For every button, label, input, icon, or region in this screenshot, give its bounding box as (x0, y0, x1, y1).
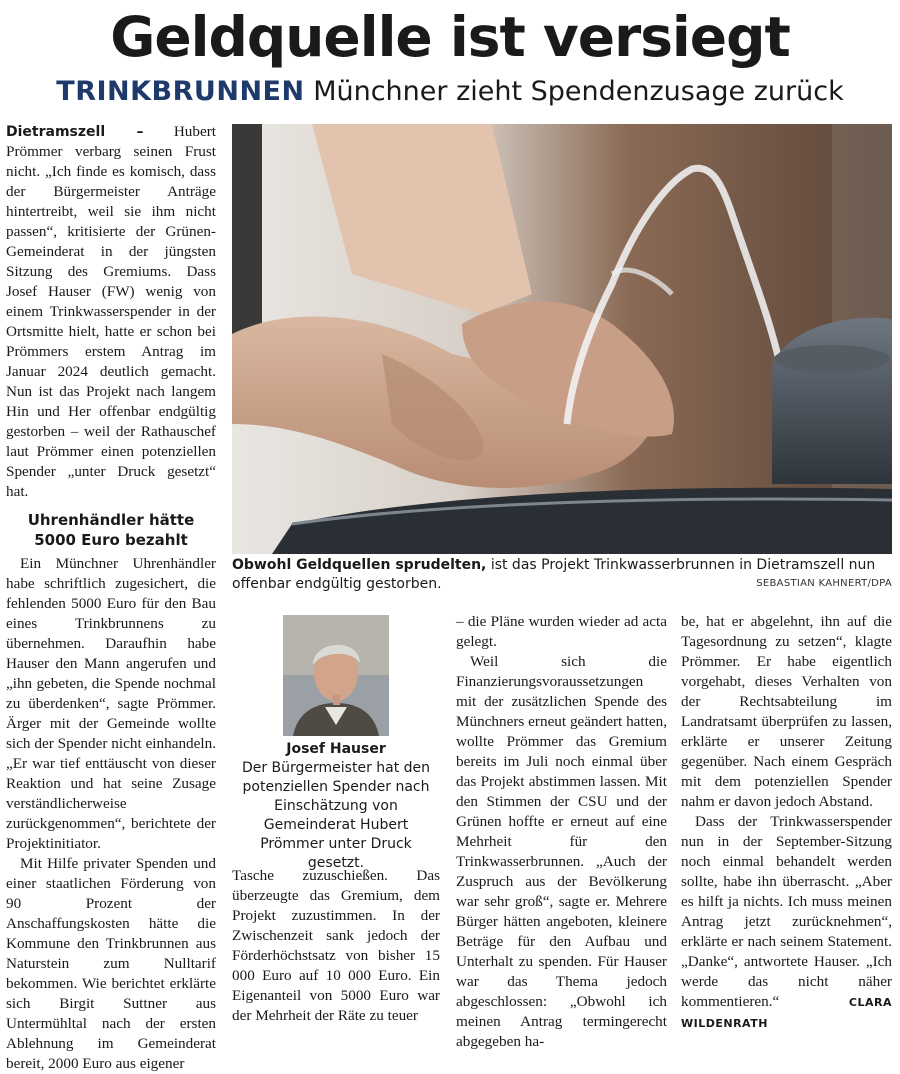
paragraph-text: Hubert Prömmer verbarg seinen Frust nicht. „Ich finde es komisch, dass der Bürgermeister Anträge hintertreibt, weil sie ihm nicht passen“, kritisierte der Grünen-Gemeinderat in der jüngsten Sitzung des Gremiums. Dass Josef Hauser (FW) wenig von einem Trinkwasserspender in der Ortsmitte hielt, hatte er schon bei Prömmers erstem Antrag im Januar 2024 deutlich gemacht. Nun ist das Projekt nach langem Hin und Her offenbar endgültig gestorben – weil der Rathauschef laut Prömmer einen potenziellen Spender „unter Druck gesetzt“ hat. (6, 123, 217, 500)
subheading (6, 510, 216, 550)
subheadline-text: Münchner zieht Spendenzusage zurück (313, 76, 844, 107)
article-column-3 (456, 612, 667, 1052)
main-photo (232, 124, 892, 554)
caption-text: ist das Projekt Trinkwasserbrunnen in Dietramszell nun offenbar endgültig gestorben. (232, 557, 876, 592)
article-paragraph: Weil sich die Finanzierungsvoraussetzungen mit der zusätzlichen Spende des Münchners erneut geändert hatten, wollte Prömmer das Gremium bereits im Juli noch einmal über das Projekt abstimmen lassen. Mit den Stimmen der CSU und der Grünen hoffte er erneut auf eine Mehrheit für den Trinkwasserbrunnen. „Auch der Zuspruch aus der Bevölkerung war sehr groß“, sagte er. Mehrere Bürger hätten angeboten, kleinere Beträge für den Aufbau und Unterhalt zu spenden. Für Hauser war das Thema jedoch abgeschlossen: „Obwohl ich meinen Antrag termingerecht abgegeben ha- (456, 653, 667, 1050)
subheadline (0, 74, 900, 110)
article-paragraph: Ein Münchner Uhrenhändler habe schriftlich zugesichert, die fehlenden 5000 Euro für den Bau eines Trinkbrunnens zu übernehmen. Daraufhin habe Hauser den Mann angerufen und „ihn gebeten, die Spende nochmal zu überdenken“, sagte Prömmer. Ärger mit der Gemeinde wollte sich der Spender nicht einhandeln. „Er war tief enttäuscht von dieser Reaktion und hat seine Zusage verständlicherweise zurückgenommen“, berichtete der Projektinitiator. (6, 555, 216, 852)
author: CLARA WILDENRATH (681, 996, 892, 1030)
subheading-line: Uhrenhändler hätte (27, 511, 195, 529)
article-paragraph (681, 812, 892, 1034)
article-paragraph: Tasche zuzuschießen. Das überzeugte das Gremium, dem Projekt zuzustimmen. In der Zwischenzeit sank jedoch der Förderhöchstsatz von bisher 15 000 Euro auf 10 000 Euro. Ein Eigenanteil von 5000 Euro war der Mehrheit der Räte zu teuer (232, 867, 440, 1024)
caption-lead: Obwohl Geldquellen sprudelten, (232, 557, 487, 573)
article-paragraph: Mit Hilfe privater Spenden und einer staatlichen Förderung von 90 Prozent der Anschaffungskosten hätte die Kommune den Trinkbrunnen aus Naturstein zum Nulltarif bekommen. Wie berichtet erklärte sich Birgit Suttner aus Untermühltal nach der ersten Ablehnung im Gemeinderat bereit, 2000 Euro aus eigener (6, 855, 216, 1072)
article-column-2 (232, 866, 440, 1026)
subheading-line: 5000 Euro bezahlt (34, 531, 188, 549)
portrait-caption: Der Bürgermeister hat den potenziellen Spender nach Einschätzung von Gemeinderat Hubert Prömmer unter Druck gesetzt. (241, 760, 431, 871)
paragraph-text: Dass der Trinkwasserspender nun in der September-Sitzung noch einmal behandelt werden sollte, habe ihn überrascht. „Aber es hilft ja nichts. Ich muss meinen Antrag jetzt zurücknehmen“, erklärte er nach seinem Statement. „Danke“, antwortete Hauser. „Ich werde das nicht näher kommentieren.“ (681, 813, 892, 1010)
portrait-name: Josef Hauser (286, 741, 386, 757)
article-paragraph: be, hat er abgelehnt, ihn auf die Tagesordnung zu setzen“, klagte Prömmer. Er habe eigentlich vorgehabt, dieses Verhalten von der Rechtsabteilung im Landratsamt überprüfen zu lassen, erklärte er unserer Zeitung gegenüber. Nach einem Gespräch mit dem potenziellen Spender nahm er davon jedoch Abstand. (681, 613, 892, 810)
article-column-4 (681, 612, 892, 1034)
article-paragraph: – die Pläne wurden wieder ad acta gelegt. (456, 613, 667, 650)
dateline: Dietramszell – (6, 124, 144, 140)
portrait-photo (283, 615, 389, 736)
photo-credit: SEBASTIAN KAHNERT/DPA (756, 578, 892, 589)
headline: Geldquelle ist versiegt (110, 5, 790, 69)
article-column-1 (6, 122, 216, 1074)
article-paragraph (6, 122, 216, 502)
kicker: TRINKBRUNNEN (56, 76, 305, 107)
